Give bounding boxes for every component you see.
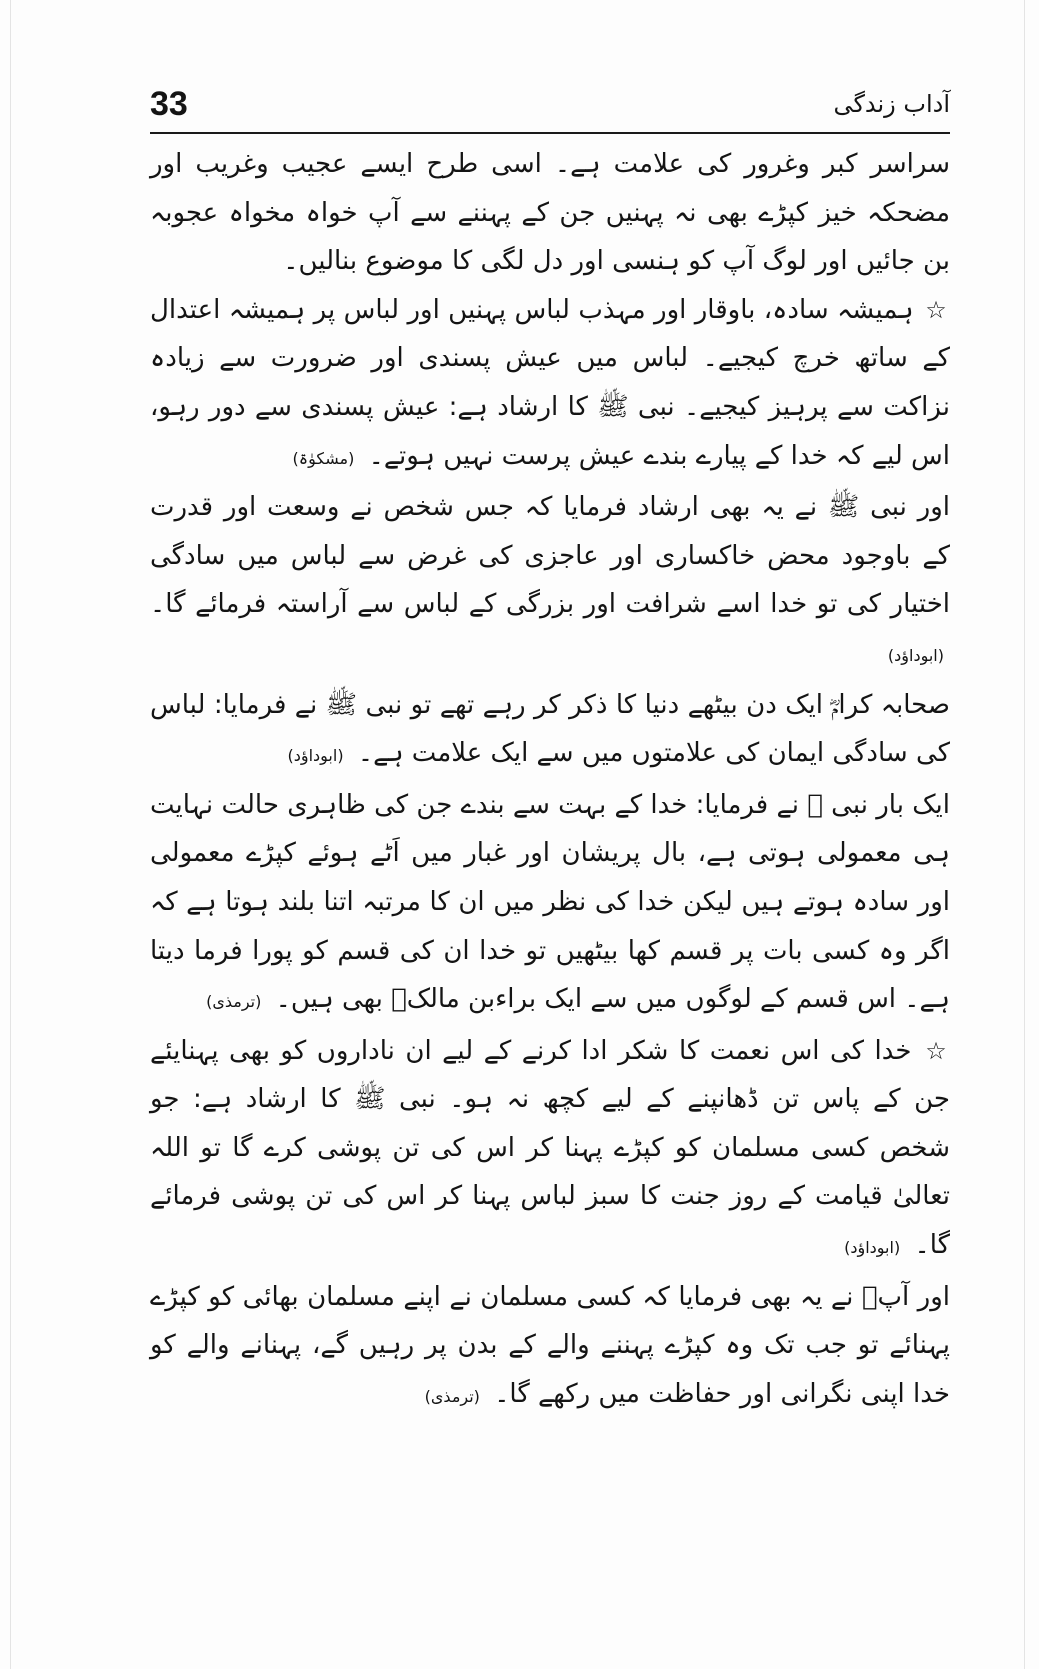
paragraph-text: خدا کی اس نعمت کا شکر ادا کرنے کے لیے ان ناداروں کو بھی پہنایئے جن کے پاس تن ڈھانپنے کے لیے کچھ نہ ہو۔ نبی ﷺ کا ارشاد ہے: جو شخص کسی مسلمان کو کپڑے پہنا کر اس کی تن پوشی کرے گا تو اللہ تعالیٰ قیامت کے روز جنت کا سبز لباس پہنا کر اس کی تن پوشی فرمائے گا۔ <box>150 1035 950 1261</box>
paragraph-text: سراسر کبر وغرور کی علامت ہے۔ اسی طرح ایسے عجیب وغریب اور مضحکہ خیز کپڑے بھی نہ پہنیں جن کے پہننے سے آپ خواہ مخواہ عجوبہ بن جائیں اور لوگ آپ کو ہنسی اور دل لگی کا موضوع بنالیں۔ <box>150 149 950 277</box>
citation: (ابوداؤد) <box>844 1238 901 1258</box>
paragraph <box>150 781 950 1027</box>
paragraph-text: صحابہ کرامؓ ایک دن بیٹھے دنیا کا ذکر کر رہے تھے تو نبی ﷺ نے فرمایا: لباس کی سادگی ایمان کی علامتوں میں سے ایک علامت ہے۔ <box>150 689 950 769</box>
citation: (ابوداؤد) <box>287 746 344 766</box>
paragraph <box>150 286 950 483</box>
page-header <box>150 80 950 136</box>
scan-edge-right <box>1024 0 1025 1669</box>
paragraph-text: اور آپؐ نے یہ بھی فرمایا کہ کسی مسلمان نے اپنے مسلمان بھائی کو کپڑے پہنائے تو جب تک وہ کپڑے پہننے والے کے بدن پر رہیں گے، پہنانے والے کو خدا اپنی نگرانی اور حفاظت میں رکھے گا۔ <box>150 1281 950 1409</box>
body-text <box>150 140 950 1421</box>
star-icon: ☆ <box>925 1036 947 1065</box>
paragraph-text: اور نبی ﷺ نے یہ بھی ارشاد فرمایا کہ جس شخص نے وسعت اور قدرت کے باوجود محض خاکساری اور عاجزی کی غرض سے لباس میں سادگی اختیار کی تو خدا اسے شرافت اور بزرگی کے لباس سے آراستہ فرمائے گا۔ <box>150 492 950 620</box>
paragraph <box>150 140 950 286</box>
paragraph <box>150 1273 950 1422</box>
paragraph <box>150 681 950 781</box>
citation: (ابوداؤد) <box>887 645 944 665</box>
paragraph <box>150 483 950 680</box>
citation: (مشکوٰۃ) <box>292 448 355 468</box>
scan-edge-left <box>10 0 11 1669</box>
paragraph <box>150 1027 950 1273</box>
header-rule <box>150 132 950 134</box>
paragraph-text: ہمیشہ سادہ، باوقار اور مہذب لباس پہنیں اور لباس پر ہمیشہ اعتدال کے ساتھ خرچ کیجیے۔ لباس میں عیش پسندی اور ضرورت سے زیادہ نزاکت سے پرہیز کیجیے۔ نبی ﷺ کا ارشاد ہے: عیش پسندی سے دور رہو، اس لیے کہ خدا کے پیارے بندے عیش پرست نہیں ہوتے۔ <box>150 294 950 471</box>
page-number: 33 <box>150 85 188 123</box>
paragraph-text: ایک بار نبی ﷺ نے فرمایا: خدا کے بہت سے بندے جن کی ظاہری حالت نہایت ہی معمولی ہوتی ہے، بال پریشان اور غبار میں اَٹے ہوئے کپڑے معمولی اور سادہ ہوتے ہیں لیکن خدا کی نظر میں ان کا مرتبہ اتنا بلند ہوتا ہے کہ اگر وہ کسی بات پر قسم کھا بیٹھیں تو خدا ان کی قسم کو پورا فرما دیتا ہے۔ اس قسم کے لوگوں میں سے ایک براءبن مالکؓ بھی ہیں۔ <box>150 789 950 1015</box>
running-title: آداب زندگی <box>833 90 950 118</box>
star-icon: ☆ <box>925 295 947 324</box>
citation: (ترمذی) <box>206 992 262 1012</box>
citation: (ترمذی) <box>424 1386 480 1406</box>
